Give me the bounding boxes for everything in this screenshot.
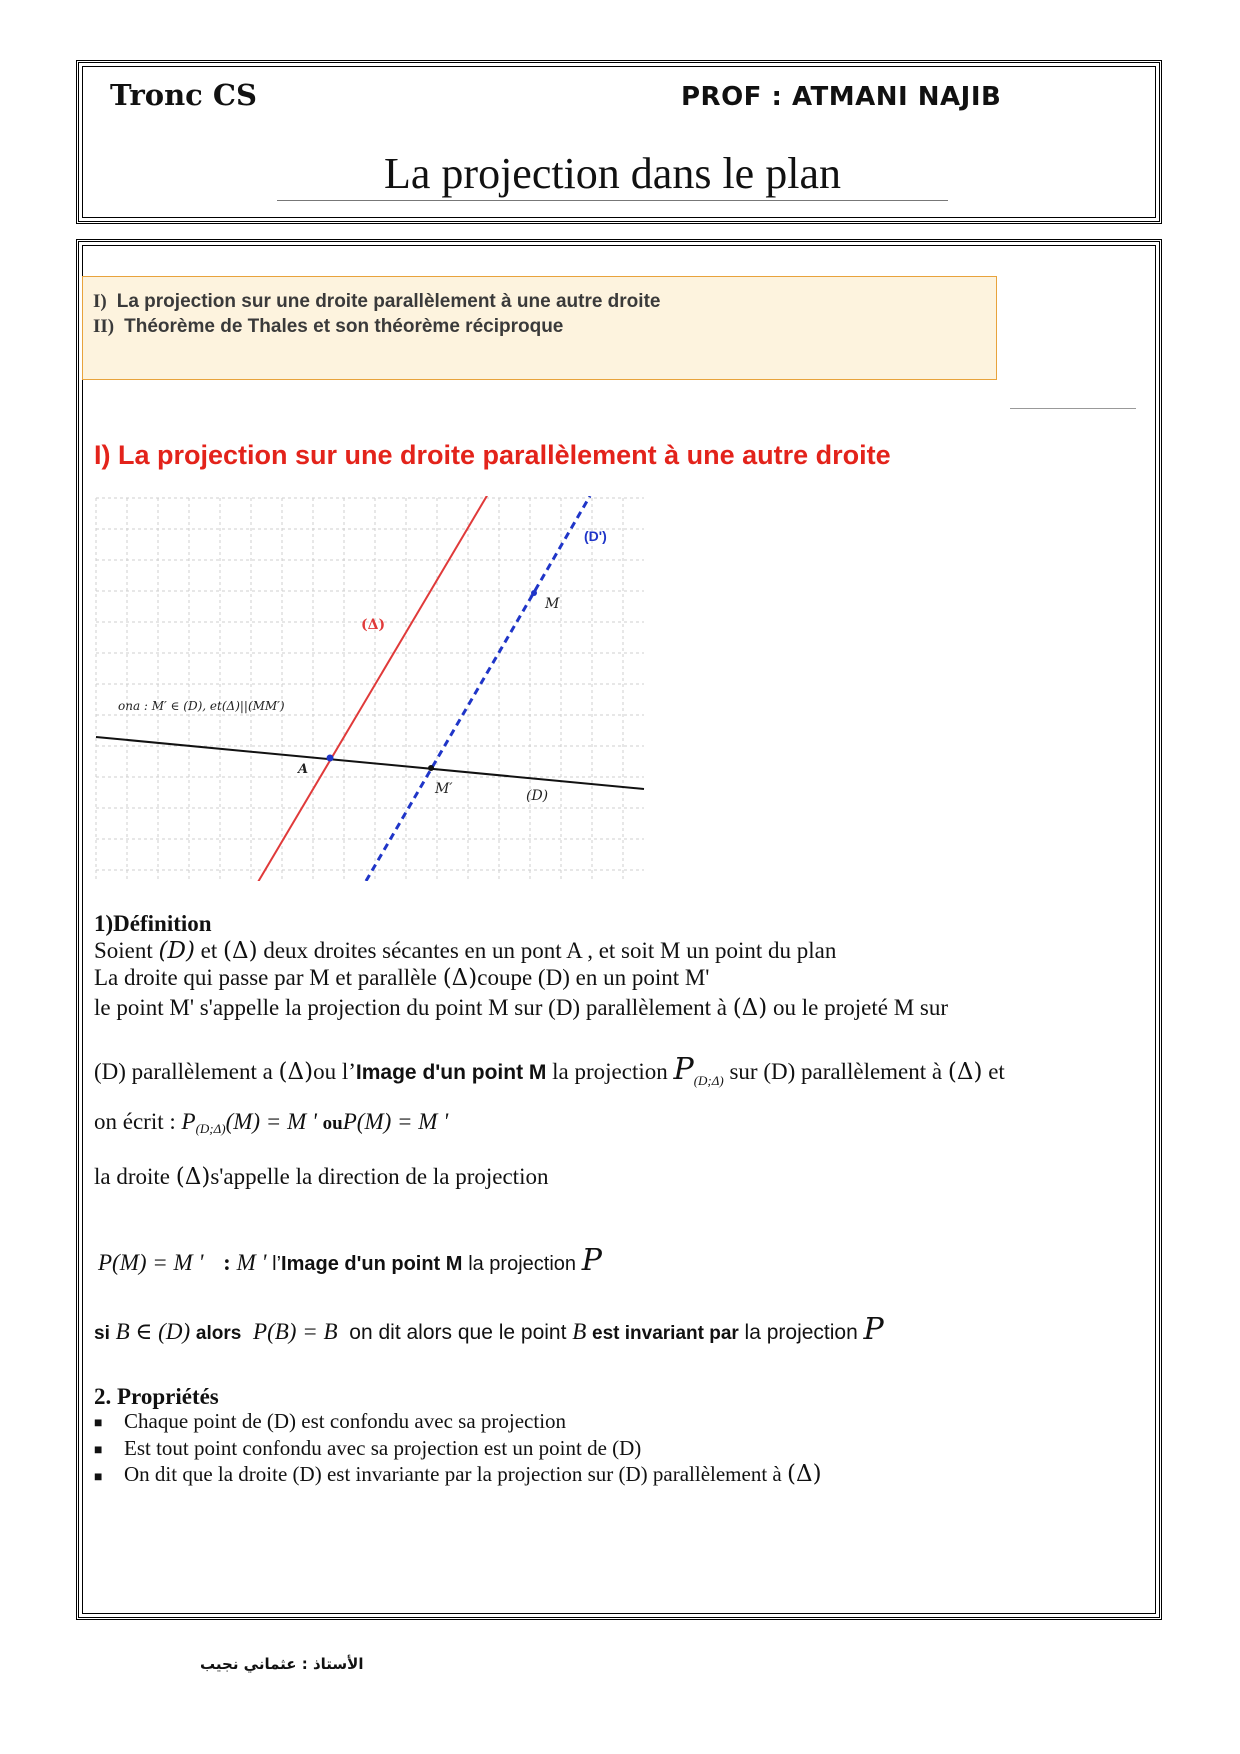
bullet-icon: ■ [94,1443,103,1458]
text: : [223,1250,231,1275]
math-p: P [863,1312,884,1347]
definition-line-6 [94,1164,548,1190]
figure-canvas [90,496,650,881]
label-delta: (Δ) [361,617,386,633]
side-rule [1010,408,1136,409]
level-label: Tronc CS [110,78,257,112]
bold-text: Image d'un point M [281,1253,463,1275]
label-d-prime: (D') [584,528,607,544]
figure-grid [96,498,644,879]
math-formula: (M) = M ' [225,1109,317,1134]
bullet-icon: ■ [94,1416,103,1431]
text: sur (D) parallèlement à [729,1059,943,1084]
text: deux droites sécantes en un pont A , et soit M un point du plan [263,938,837,963]
toc-item-num: I) [93,291,107,312]
text: l’ [272,1253,282,1275]
definition-line-8 [94,1312,884,1347]
math-delta: (Δ) [442,965,478,991]
toc-item-num: II) [93,316,115,337]
text: le point M' s'appelle la projection du point M sur (D) parallèlement à [94,995,727,1020]
footer-author-arabic: الأستاذ : عثماني نجيب [200,1655,364,1673]
text: la droite [94,1164,170,1189]
math-formula: P(B) = B [253,1319,338,1344]
math-delta: (Δ) [787,1461,822,1487]
label-m: M [545,596,560,612]
property-item: Chaque point de (D) est confondu avec sa projection [124,1409,567,1433]
label-d: (D) [526,788,549,804]
math-delta: (Δ) [732,995,768,1021]
definition-heading: 1)Définition [94,911,212,936]
math-delta: (Δ) [278,1059,314,1085]
definition-line-3 [94,995,948,1021]
point-m-prime-dot [428,765,434,771]
definition-line-5 [94,1109,448,1135]
label-m-prime: M′ [435,781,453,797]
line-d [96,737,644,789]
point-a-dot [327,755,334,762]
bold-text: Image d'un point M [355,1061,547,1084]
properties-heading: 2. Propriétés [94,1384,219,1409]
toc-box [82,276,997,380]
definition-line-1 [94,938,836,964]
math-delta: (Δ) [223,938,258,964]
line-delta [258,496,488,881]
math-m: M ' [236,1250,267,1275]
math-p: P [181,1109,196,1134]
math-formula: P(M) = M ' [98,1250,204,1275]
text: et [988,1059,1005,1084]
text: Soient [94,938,153,963]
text: s'appelle la direction de la projection [210,1164,549,1189]
bold-text: est invariant par [592,1323,739,1344]
property-item-text: On dit que la droite (D) est invariante par la projection sur (D) parallèlement à [124,1462,782,1486]
toc-item-label: Théorème de Thales et son théorème réciproque [124,316,564,337]
text: ou l’ [313,1059,356,1084]
text: la projection [468,1253,577,1275]
toc-item [93,291,660,313]
text: on dit alors que le point [349,1321,567,1344]
definition-line-2 [94,965,709,991]
math-delta: (Δ) [947,1059,983,1085]
definition-line-7 [98,1243,602,1278]
math-subscript: (D;Δ) [195,1121,226,1136]
line-d-prime [366,496,590,881]
toc-item [93,316,563,338]
math-b: B [572,1319,587,1344]
title-underline [277,200,948,201]
text: si [94,1323,110,1344]
author-label: PROF : ATMANI NAJIB [681,82,1002,112]
page-title: La projection dans le plan [384,149,841,198]
projection-figure [90,496,650,881]
point-m-dot [531,590,537,596]
math-formula: P(M) = M ' [342,1109,449,1134]
math-delta: (Δ) [175,1164,211,1190]
text: coupe (D) en un point M' [477,965,710,990]
label-a: A [298,762,309,777]
property-item: Est tout point confondu avec sa projection est un point de (D) [124,1436,642,1460]
math-subscript: (D;Δ) [693,1073,724,1088]
text: la projection [552,1059,668,1084]
figure-note: ona : M′ ∈ (D), et(Δ)||(MM′) [118,699,285,713]
bullet-icon: ■ [94,1470,103,1485]
text: la projection [744,1321,858,1344]
property-item [124,1461,822,1487]
math-p: P [581,1243,602,1278]
text: La droite qui passe par M et parallèle [94,965,437,990]
text: ou [322,1113,343,1134]
text: alors [195,1323,242,1344]
text: on écrit : [94,1109,176,1134]
text: et [200,938,218,963]
math-formula: B ∈ (D) [115,1319,191,1344]
toc-item-label: La projection sur une droite parallèlement à une autre droite [116,291,661,312]
section-title: I) La projection sur une droite parallèlement à une autre droite [94,440,891,470]
math-p: P [673,1052,694,1087]
definition-line-4 [94,1052,1005,1087]
math-d: (D) [158,938,195,964]
text: ou le projeté M sur [773,995,949,1020]
text: (D) parallèlement a [94,1059,273,1084]
